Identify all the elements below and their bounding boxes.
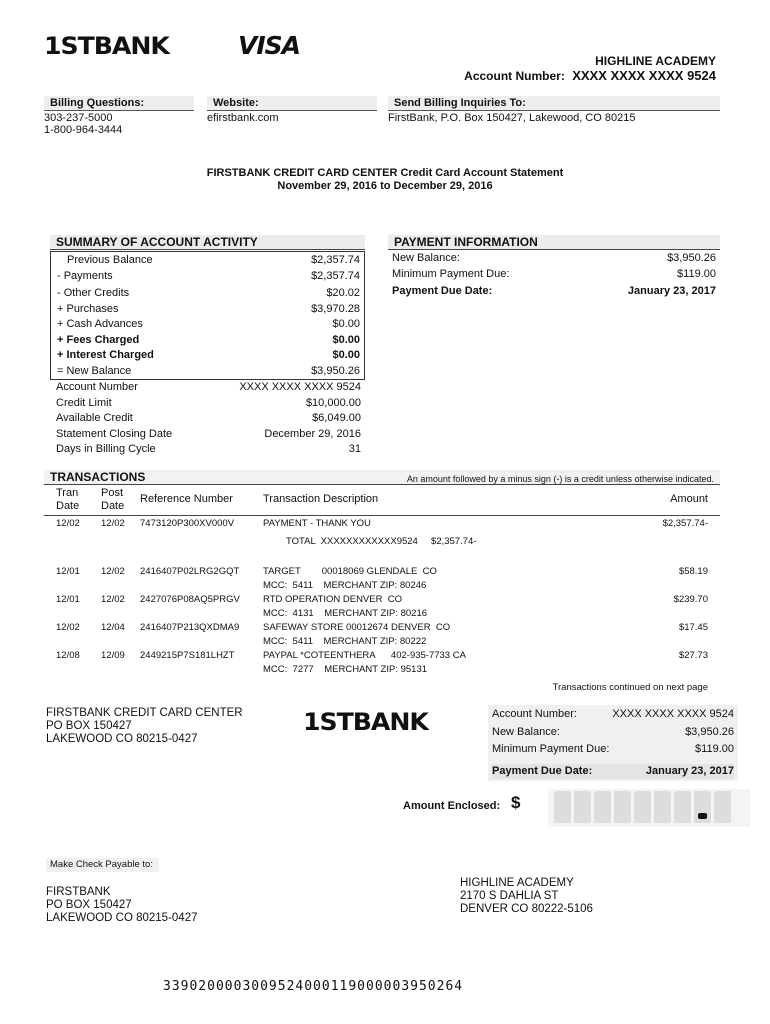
summary-info-value: 31 xyxy=(348,443,361,455)
tx-tran-date: 12/02 xyxy=(56,622,80,633)
visa-logo: VISA xyxy=(238,31,301,60)
website-link[interactable]: efirstbank.com xyxy=(207,112,279,124)
summary-info-row xyxy=(56,427,361,443)
summary-row xyxy=(57,253,360,269)
transactions-rows xyxy=(44,516,720,700)
coupon-summary xyxy=(488,705,738,781)
coupon-account-row xyxy=(492,707,734,723)
customer-street: 2170 S DAHLIA ST xyxy=(460,890,559,902)
payee-name: FIRSTBANK xyxy=(46,886,111,898)
tx-post-date: 12/09 xyxy=(101,650,125,661)
summary-info-label: Days in Billing Cycle xyxy=(56,443,156,455)
account-holder-name: HIGHLINE ACADEMY xyxy=(595,54,716,68)
tx-description: PAYPAL *COTEENTHERA 402-935-7733 CA xyxy=(263,650,466,661)
tx-reference: 7473120P300XV000V xyxy=(140,518,235,529)
summary-row-value: $0.00 xyxy=(332,333,360,346)
summary-row-value: $2,357.74 xyxy=(311,254,360,266)
tx-amount: $2,357.74- xyxy=(662,518,708,529)
payment-min-row xyxy=(388,267,720,283)
summary-section xyxy=(50,235,365,458)
billing-questions xyxy=(44,96,194,136)
summary-info-label: Available Credit xyxy=(56,412,133,424)
tx-reference: 2427076P08AQ5PRGV xyxy=(140,594,240,605)
customer-address xyxy=(460,877,593,916)
amount-box[interactable] xyxy=(594,791,611,823)
summary-row xyxy=(57,364,360,380)
summary-row-label: + Cash Advances xyxy=(57,318,143,330)
tx-post-date: 12/02 xyxy=(101,518,125,529)
tx-post-date: 12/04 xyxy=(101,622,125,633)
col-reference: Reference Number xyxy=(140,493,233,505)
statement-period: November 29, 2016 to December 29, 2016 xyxy=(277,180,493,192)
summary-box xyxy=(50,251,365,380)
tx-amount: $239.70 xyxy=(673,594,708,605)
tx-description: RTD OPERATION DENVER CO xyxy=(263,594,402,605)
decimal-point-icon xyxy=(698,813,707,819)
tx-post-date: 12/02 xyxy=(101,566,125,577)
summary-row-value: $20.02 xyxy=(326,287,360,299)
summary-row-label: - Payments xyxy=(57,269,113,282)
summary-info-value: XXXX XXXX XXXX 9524 xyxy=(239,381,361,393)
summary-title: SUMMARY OF ACCOUNT ACTIVITY xyxy=(50,235,365,250)
payee-box: PO BOX 150427 xyxy=(46,899,132,911)
summary-row xyxy=(57,317,360,333)
summary-row xyxy=(57,302,360,318)
website-block xyxy=(207,96,377,124)
amount-box[interactable] xyxy=(714,791,731,823)
payment-new-balance-value: $3,950.26 xyxy=(667,252,716,264)
summary-info xyxy=(50,380,365,458)
summary-row-value: $0.00 xyxy=(332,349,360,361)
billing-phone-2: 1-800-964-3444 xyxy=(44,124,123,136)
summary-row-label: + Purchases xyxy=(57,302,119,315)
statement-title: FIRSTBANK CREDIT CARD CENTER Credit Card Account Statement xyxy=(206,167,564,179)
coupon-account-value: XXXX XXXX XXXX 9524 xyxy=(612,708,734,720)
amount-box[interactable] xyxy=(654,791,671,823)
remit-city: LAKEWOOD CO 80215-0427 xyxy=(46,733,198,745)
coupon-bank-logo: 1STBANK xyxy=(303,708,428,736)
account-number-label: Account Number: xyxy=(464,69,565,83)
amount-enclosed-label: Amount Enclosed: xyxy=(403,800,501,812)
tx-description-detail: MCC: 5411 MERCHANT ZIP: 80246 xyxy=(263,580,427,591)
summary-row-value: $3,950.26 xyxy=(311,364,360,377)
summary-info-label: Account Number xyxy=(56,381,138,393)
billing-phone-1: 303-237-5000 xyxy=(44,112,113,124)
transactions-note: An amount followed by a minus sign (-) is a credit unless otherwise indicated. xyxy=(406,474,714,484)
summary-info-label: Credit Limit xyxy=(56,396,112,409)
remit-address xyxy=(46,707,243,746)
coupon-account-label: Account Number: xyxy=(492,708,577,720)
tx-post-date: 12/02 xyxy=(101,594,125,605)
coupon-min-value: $119.00 xyxy=(695,743,734,755)
payment-min-value: $119.00 xyxy=(677,267,716,280)
amount-box[interactable] xyxy=(614,791,631,823)
coupon-min-label: Minimum Payment Due: xyxy=(492,743,610,755)
summary-row-label: = New Balance xyxy=(57,364,132,377)
summary-row xyxy=(57,333,360,349)
tx-reference: 2416407P213QXDMA9 xyxy=(140,622,240,633)
micr-line: 3390200003009524000119000003950264 xyxy=(163,979,464,994)
summary-row-label: Previous Balance xyxy=(67,254,153,266)
coupon-balance-row xyxy=(492,725,734,741)
summary-info-value: $6,049.00 xyxy=(312,412,361,424)
summary-info-row xyxy=(56,396,361,412)
website-label: Website: xyxy=(207,96,377,111)
coupon-due-value: January 23, 2017 xyxy=(645,764,734,777)
summary-row-label: + Fees Charged xyxy=(57,333,140,346)
tx-description: SAFEWAY STORE 00012674 DENVER CO xyxy=(263,622,451,633)
inquiries-block xyxy=(388,96,720,124)
payment-min-label: Minimum Payment Due: xyxy=(392,267,510,280)
payee-address xyxy=(46,886,198,925)
tx-amount: $58.19 xyxy=(678,566,708,577)
amount-box[interactable] xyxy=(634,791,651,823)
amount-box[interactable] xyxy=(674,791,691,823)
summary-row-value: $0.00 xyxy=(332,318,360,330)
amount-box[interactable] xyxy=(554,791,571,823)
bank-logo: 1STBANK xyxy=(44,32,169,60)
coupon-due-row xyxy=(492,764,734,780)
payee-city: LAKEWOOD CO 80215-0427 xyxy=(46,912,198,924)
tx-description: TARGET 00018069 GLENDALE CO xyxy=(263,566,437,577)
summary-info-row xyxy=(56,380,361,396)
col-description: Transaction Description xyxy=(263,493,379,505)
tx-description-detail: MCC: 5411 MERCHANT ZIP: 80222 xyxy=(263,636,427,647)
coupon-balance-label: New Balance: xyxy=(492,725,560,738)
tx-tran-date: 12/01 xyxy=(56,594,80,605)
tx-amount: $17.45 xyxy=(678,622,708,633)
summary-row xyxy=(57,269,360,285)
payment-due-value: January 23, 2017 xyxy=(627,285,716,297)
summary-row xyxy=(57,348,360,364)
payment-new-balance-row xyxy=(388,251,720,267)
amount-enclosed-input[interactable] xyxy=(548,789,750,827)
summary-info-label: Statement Closing Date xyxy=(56,427,173,440)
transactions-section xyxy=(44,470,720,700)
tx-amount: $27.73 xyxy=(678,650,708,661)
tx-total-line: TOTAL XXXXXXXXXXXX9524 $2,357.74- xyxy=(286,536,477,547)
tx-reference: 2416407P02LRG2GQT xyxy=(140,566,240,577)
amount-enclosed-dollar: $ xyxy=(511,793,521,812)
summary-info-row xyxy=(56,442,361,458)
payment-info-title: PAYMENT INFORMATION xyxy=(388,235,720,250)
inquiries-label: Send Billing Inquiries To: xyxy=(388,96,720,111)
summary-row-value: $3,970.28 xyxy=(311,302,360,315)
amount-box[interactable] xyxy=(574,791,591,823)
tx-tran-date: 12/08 xyxy=(56,650,80,661)
coupon-due-label: Payment Due Date: xyxy=(492,764,593,777)
summary-info-row xyxy=(56,411,361,427)
tx-continued-note: Transactions continued on next page xyxy=(552,682,708,693)
tx-description-detail: MCC: 4131 MERCHANT ZIP: 80216 xyxy=(263,608,428,619)
tx-description-detail: MCC: 7277 MERCHANT ZIP: 95131 xyxy=(263,664,428,675)
header-account-number xyxy=(464,68,716,83)
summary-row xyxy=(57,286,360,302)
account-number-value: XXXX XXXX XXXX 9524 xyxy=(572,68,716,83)
remit-name: FIRSTBANK CREDIT CARD CENTER xyxy=(46,707,243,719)
remit-box: PO BOX 150427 xyxy=(46,720,132,732)
inquiries-address: FirstBank, P.O. Box 150427, Lakewood, CO 80215 xyxy=(388,112,636,124)
col-amount: Amount xyxy=(670,493,708,505)
transactions-column-headers xyxy=(44,485,720,516)
tx-tran-date: 12/02 xyxy=(56,518,80,529)
customer-name: HIGHLINE ACADEMY xyxy=(460,877,574,889)
payment-new-balance-label: New Balance: xyxy=(392,252,460,264)
tx-description: PAYMENT - THANK YOU xyxy=(263,518,371,529)
payment-due-row xyxy=(388,284,720,300)
billing-questions-label: Billing Questions: xyxy=(44,96,194,111)
col-post-date: Post Date xyxy=(101,487,125,512)
summary-info-value: December 29, 2016 xyxy=(264,427,361,440)
transactions-title: TRANSACTIONS xyxy=(50,470,146,484)
customer-city: DENVER CO 80222-5106 xyxy=(460,903,593,915)
summary-info-value: $10,000.00 xyxy=(305,396,361,409)
summary-row-label: + Interest Charged xyxy=(57,349,154,361)
summary-row-value: $2,357.74 xyxy=(311,269,360,282)
coupon-balance-value: $3,950.26 xyxy=(685,725,734,738)
payable-label: Make Check Payable to: xyxy=(46,858,159,872)
col-tran-date: Tran Date xyxy=(56,487,80,512)
transactions-header-bar xyxy=(44,470,720,485)
tx-reference: 2449215P7S181LHZT xyxy=(140,650,235,661)
coupon-min-row xyxy=(492,742,734,758)
payment-due-label: Payment Due Date: xyxy=(392,285,493,297)
tx-tran-date: 12/01 xyxy=(56,566,80,577)
summary-row-label: - Other Credits xyxy=(57,287,130,299)
payment-info-section xyxy=(388,235,720,300)
